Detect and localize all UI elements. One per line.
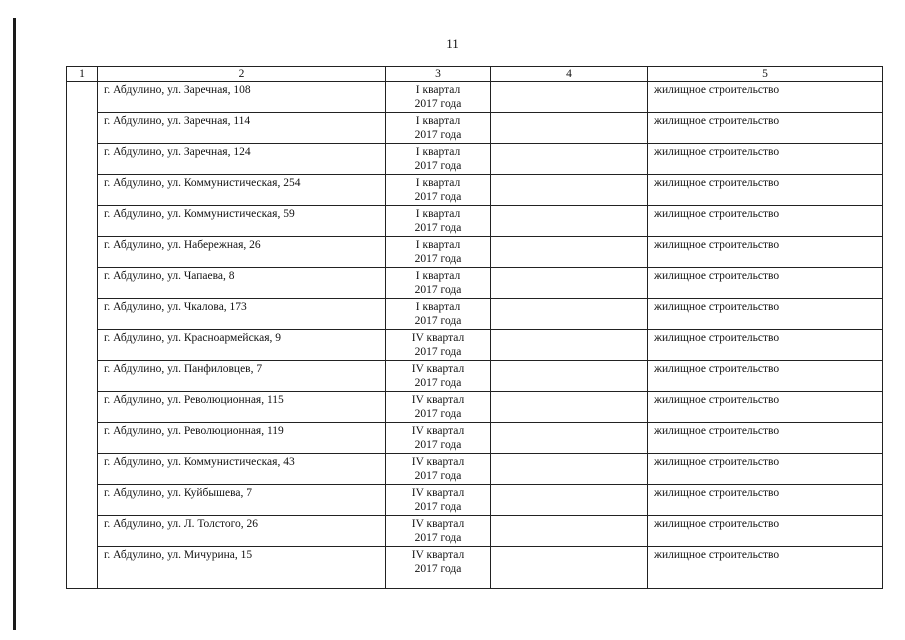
column-header-2: 2 — [98, 67, 386, 82]
period-cell — [386, 361, 491, 392]
column-header-4: 4 — [491, 67, 648, 82]
column-4-cell — [491, 485, 648, 516]
row-number-cell — [67, 547, 98, 589]
column-header-5: 5 — [648, 67, 883, 82]
period-year: 2017 года — [414, 98, 462, 110]
period-quarter: I квартал — [415, 270, 461, 282]
period-quarter: I квартал — [415, 301, 461, 313]
column-header-3: 3 — [386, 67, 491, 82]
column-4-cell — [491, 423, 648, 454]
purpose-cell: жилищное строительство — [648, 113, 883, 144]
table-row — [67, 113, 883, 144]
period-quarter: I квартал — [415, 177, 461, 189]
period-cell — [386, 144, 491, 175]
table-row — [67, 547, 883, 589]
column-4-cell — [491, 454, 648, 485]
period-year: 2017 года — [414, 346, 462, 358]
purpose-cell: жилищное строительство — [648, 82, 883, 113]
period-cell — [386, 206, 491, 237]
purpose-cell: жилищное строительство — [648, 144, 883, 175]
period-year: 2017 года — [414, 470, 462, 482]
address-cell: г. Абдулино, ул. Заречная, 114 — [98, 113, 386, 144]
period-cell — [386, 330, 491, 361]
period-year: 2017 года — [414, 532, 462, 544]
period-year: 2017 года — [414, 315, 462, 327]
period-year: 2017 года — [414, 129, 462, 141]
period-cell — [386, 82, 491, 113]
table-row — [67, 516, 883, 547]
column-4-cell — [491, 237, 648, 268]
row-number-cell — [67, 175, 98, 206]
purpose-cell: жилищное строительство — [648, 268, 883, 299]
column-4-cell — [491, 330, 648, 361]
period-cell — [386, 485, 491, 516]
column-4-cell — [491, 206, 648, 237]
column-4-cell — [491, 299, 648, 330]
row-number-cell — [67, 206, 98, 237]
address-cell: г. Абдулино, ул. Коммунистическая, 254 — [98, 175, 386, 206]
column-4-cell — [491, 175, 648, 206]
purpose-cell: жилищное строительство — [648, 547, 883, 589]
purpose-cell: жилищное строительство — [648, 206, 883, 237]
address-cell: г. Абдулино, ул. Чкалова, 173 — [98, 299, 386, 330]
address-cell: г. Абдулино, ул. Заречная, 124 — [98, 144, 386, 175]
period-cell — [386, 392, 491, 423]
table-row — [67, 330, 883, 361]
row-number-cell — [67, 144, 98, 175]
address-cell: г. Абдулино, ул. Л. Толстого, 26 — [98, 516, 386, 547]
period-quarter: I квартал — [415, 208, 461, 220]
address-cell: г. Абдулино, ул. Мичурина, 15 — [98, 547, 386, 589]
period-cell — [386, 113, 491, 144]
period-year: 2017 года — [414, 222, 462, 234]
page-number: 11 — [446, 36, 459, 51]
period-quarter: IV квартал — [411, 363, 465, 375]
period-year: 2017 года — [414, 284, 462, 296]
column-4-cell — [491, 361, 648, 392]
period-quarter: IV квартал — [411, 518, 465, 530]
period-cell — [386, 547, 491, 589]
row-number-cell — [67, 516, 98, 547]
column-4-cell — [491, 113, 648, 144]
table-row — [67, 268, 883, 299]
row-number-cell — [67, 330, 98, 361]
table-row — [67, 485, 883, 516]
purpose-cell: жилищное строительство — [648, 299, 883, 330]
column-4-cell — [491, 547, 648, 589]
row-number-cell — [67, 82, 98, 113]
period-quarter: IV квартал — [411, 549, 465, 561]
table-row — [67, 361, 883, 392]
column-4-cell — [491, 268, 648, 299]
purpose-cell: жилищное строительство — [648, 175, 883, 206]
purpose-cell: жилищное строительство — [648, 330, 883, 361]
period-quarter: IV квартал — [411, 332, 465, 344]
address-cell: г. Абдулино, ул. Коммунистическая, 59 — [98, 206, 386, 237]
period-year: 2017 года — [414, 377, 462, 389]
header-row — [67, 67, 883, 82]
table-body — [67, 82, 883, 589]
table-row — [67, 299, 883, 330]
period-quarter: I квартал — [415, 84, 461, 96]
table-row — [67, 175, 883, 206]
table-row — [67, 423, 883, 454]
row-number-cell — [67, 485, 98, 516]
column-4-cell — [491, 82, 648, 113]
column-4-cell — [491, 516, 648, 547]
period-cell — [386, 175, 491, 206]
period-quarter: I квартал — [415, 239, 461, 251]
row-number-cell — [67, 113, 98, 144]
row-number-cell — [67, 423, 98, 454]
table-row — [67, 144, 883, 175]
purpose-cell: жилищное строительство — [648, 392, 883, 423]
land-plots-table — [66, 66, 883, 589]
table-row — [67, 237, 883, 268]
column-header-1: 1 — [67, 67, 98, 82]
period-year: 2017 года — [414, 563, 462, 575]
period-quarter: I квартал — [415, 115, 461, 127]
row-number-cell — [67, 361, 98, 392]
address-cell: г. Абдулино, ул. Революционная, 119 — [98, 423, 386, 454]
row-number-cell — [67, 454, 98, 485]
period-cell — [386, 423, 491, 454]
address-cell: г. Абдулино, ул. Чапаева, 8 — [98, 268, 386, 299]
row-number-cell — [67, 392, 98, 423]
address-cell: г. Абдулино, ул. Коммунистическая, 43 — [98, 454, 386, 485]
table-row — [67, 454, 883, 485]
period-quarter: IV квартал — [411, 487, 465, 499]
period-year: 2017 года — [414, 160, 462, 172]
purpose-cell: жилищное строительство — [648, 485, 883, 516]
table-row — [67, 206, 883, 237]
address-cell: г. Абдулино, ул. Заречная, 108 — [98, 82, 386, 113]
purpose-cell: жилищное строительство — [648, 361, 883, 392]
binding-edge-line — [13, 18, 16, 630]
row-number-cell — [67, 237, 98, 268]
period-quarter: IV квартал — [411, 394, 465, 406]
period-cell — [386, 516, 491, 547]
period-year: 2017 года — [414, 501, 462, 513]
row-number-cell — [67, 299, 98, 330]
period-cell — [386, 454, 491, 485]
period-quarter: IV квартал — [411, 456, 465, 468]
address-cell: г. Абдулино, ул. Красноармейская, 9 — [98, 330, 386, 361]
period-quarter: IV квартал — [411, 425, 465, 437]
table-row — [67, 82, 883, 113]
address-cell: г. Абдулино, ул. Революционная, 115 — [98, 392, 386, 423]
column-4-cell — [491, 144, 648, 175]
purpose-cell: жилищное строительство — [648, 454, 883, 485]
period-year: 2017 года — [414, 439, 462, 451]
purpose-cell: жилищное строительство — [648, 237, 883, 268]
period-year: 2017 года — [414, 191, 462, 203]
purpose-cell: жилищное строительство — [648, 516, 883, 547]
column-4-cell — [491, 392, 648, 423]
period-year: 2017 года — [414, 253, 462, 265]
period-year: 2017 года — [414, 408, 462, 420]
period-cell — [386, 299, 491, 330]
purpose-cell: жилищное строительство — [648, 423, 883, 454]
table-row — [67, 392, 883, 423]
address-cell: г. Абдулино, ул. Куйбышева, 7 — [98, 485, 386, 516]
row-number-cell — [67, 268, 98, 299]
address-cell: г. Абдулино, ул. Набережная, 26 — [98, 237, 386, 268]
address-cell: г. Абдулино, ул. Панфиловцев, 7 — [98, 361, 386, 392]
period-quarter: I квартал — [415, 146, 461, 158]
period-cell — [386, 237, 491, 268]
period-cell — [386, 268, 491, 299]
